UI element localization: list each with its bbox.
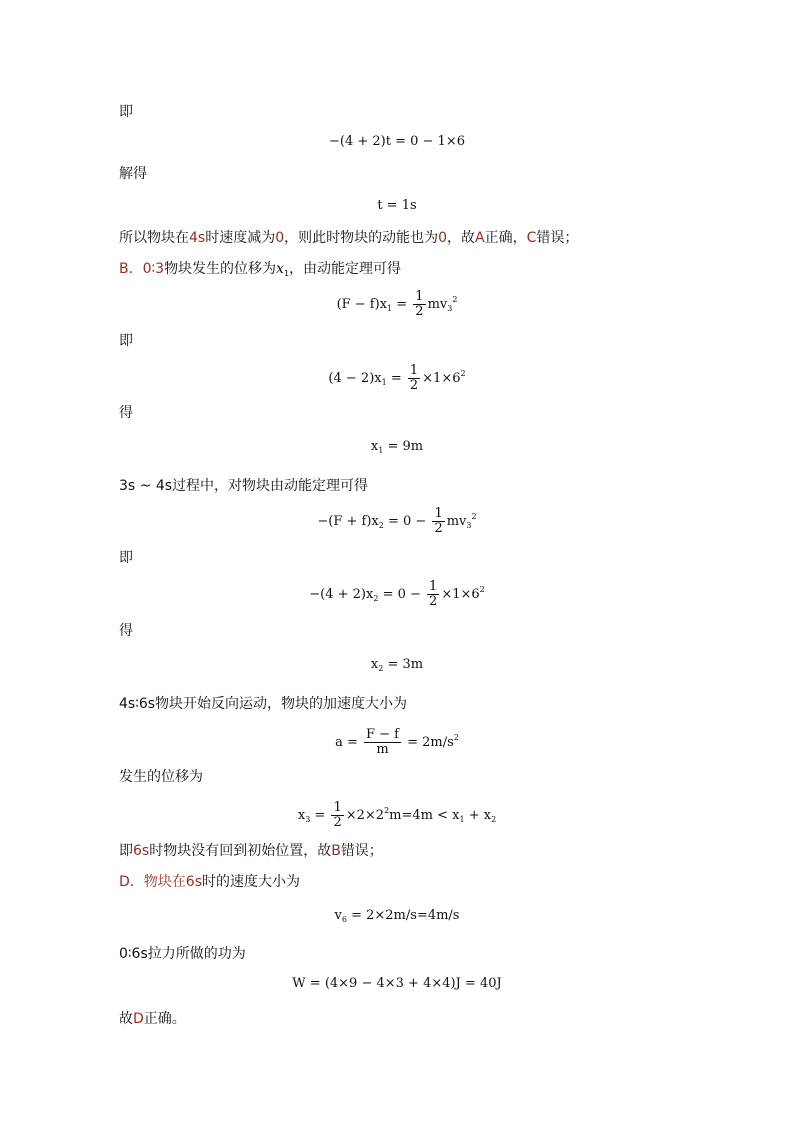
- text-part: 发生的位移为: [119, 769, 203, 785]
- fraction: [408, 364, 420, 393]
- eq-part: ×2×2: [345, 808, 385, 823]
- text-highlight: C: [526, 230, 537, 246]
- text-jiede: 解得: [119, 166, 147, 182]
- text-part: ，由动能定理可得: [289, 261, 402, 277]
- text-highlight: A: [475, 230, 485, 246]
- text-part: 拉力所做的功为: [147, 946, 246, 962]
- text-highlight: B: [331, 843, 341, 859]
- text-de: 得: [119, 623, 133, 639]
- eq-part: −(F + f)x: [317, 514, 379, 529]
- eq-part: a =: [335, 735, 362, 750]
- equation-4: [0, 364, 794, 393]
- equation-5: [0, 437, 794, 461]
- text-part: 故: [119, 1011, 133, 1027]
- text-line-7: [119, 476, 368, 496]
- superscript: 2: [452, 295, 458, 304]
- eq-part: + x: [464, 808, 492, 823]
- text-part: 时速度减为: [205, 230, 276, 246]
- text-line-12: [119, 841, 383, 861]
- denominator: 2: [434, 521, 443, 536]
- equation-7: [0, 580, 794, 609]
- text-part: ，故: [447, 230, 476, 246]
- subscript: 3: [466, 521, 472, 530]
- text-part: ，则此时物块的动能也为: [284, 230, 439, 246]
- equation-10: [0, 801, 794, 830]
- equation-12: [0, 974, 794, 994]
- equation-1: [0, 132, 794, 152]
- denominator: 2: [409, 378, 419, 393]
- variable-x: x: [276, 261, 284, 277]
- eq-part: mv: [427, 297, 448, 312]
- superscript: 2: [460, 369, 466, 378]
- superscript: 2: [453, 733, 459, 742]
- superscript: 2: [479, 585, 485, 594]
- denominator: 2: [429, 594, 438, 609]
- subscript: 1: [381, 378, 387, 387]
- text-line-10: [119, 694, 407, 714]
- equation-1-text: −(4 + 2)t = 0 − 1×6: [329, 134, 465, 149]
- eq-part: = 9m: [383, 439, 424, 454]
- subscript: 1: [459, 815, 465, 824]
- subscript: 2: [373, 594, 379, 603]
- eq-part: −(4 + 2)x: [309, 587, 374, 602]
- text-line-13: [119, 872, 300, 892]
- equation-9: [0, 728, 794, 757]
- option-b-label: B．0∶3: [119, 261, 165, 277]
- eq-part: = 3m: [383, 657, 424, 672]
- eq-part: = 2×2m/s=4m/s: [346, 908, 460, 923]
- fraction: [364, 728, 401, 757]
- superscript: 2: [471, 512, 477, 521]
- eq-part: =: [310, 808, 330, 823]
- eq-part: (F − f)x: [336, 297, 388, 312]
- text-line-14: [119, 944, 246, 964]
- text-part: 错误；: [536, 230, 579, 246]
- denominator: 2: [333, 815, 342, 830]
- fraction: [331, 801, 343, 830]
- text-line-9: [119, 621, 133, 641]
- text-line-15: [119, 1009, 186, 1029]
- eq-part: x: [297, 808, 306, 823]
- eq-part: mv: [446, 514, 467, 529]
- numerator: 1: [333, 800, 342, 815]
- text-de: 得: [119, 405, 133, 421]
- subscript: 2: [491, 815, 497, 824]
- time-range: 0∶6s: [119, 946, 148, 962]
- numerator: 1: [429, 579, 438, 594]
- time-range: 4s∶6s: [119, 696, 156, 712]
- text-highlight: D: [133, 1011, 144, 1027]
- eq-part: ×1×6: [441, 587, 480, 602]
- text-highlight: 0: [438, 230, 448, 246]
- equation-11: [0, 906, 794, 930]
- text-ji: 即: [119, 550, 133, 566]
- eq-part: =: [386, 371, 406, 386]
- eq-part: x: [370, 439, 379, 454]
- text-part: 物块发生的位移为: [164, 261, 277, 277]
- text-part: 错误；: [340, 843, 383, 859]
- eq-part: m=4m < x: [389, 808, 460, 823]
- equation-2: [0, 196, 794, 216]
- numerator: 1: [415, 289, 424, 304]
- equation-8: [0, 655, 794, 679]
- option-d-label: D．物块在: [119, 874, 186, 890]
- text-highlight: 6s: [185, 874, 202, 890]
- fraction: [413, 290, 425, 319]
- numerator: 1: [434, 506, 443, 521]
- subscript: 2: [378, 664, 384, 673]
- subscript: 3: [305, 815, 311, 824]
- eq-part: = 0 −: [378, 587, 426, 602]
- text-part: 所以物块在: [119, 230, 189, 246]
- text-line-5: [119, 331, 133, 351]
- equation-3: [0, 290, 794, 319]
- subscript: 1: [387, 304, 393, 313]
- text-line-6: [119, 403, 133, 423]
- text-line-8: [119, 548, 133, 568]
- equation-2-text: t = 1s: [377, 198, 417, 213]
- text-part: 时的速度大小为: [201, 874, 300, 890]
- numerator: F − f: [366, 727, 399, 742]
- text-part: 正确，: [484, 230, 527, 246]
- text-highlight: 4s: [189, 230, 206, 246]
- eq-part: = 0 −: [383, 514, 431, 529]
- text-part: 过程中，对物块由动能定理可得: [172, 478, 369, 494]
- text-part: 正确。: [143, 1011, 186, 1027]
- numerator: 1: [409, 363, 419, 378]
- subscript: 6: [341, 915, 347, 924]
- subscript: 3: [447, 304, 453, 313]
- fraction: [432, 507, 444, 536]
- denominator: 2: [415, 304, 424, 319]
- text-part: 即: [119, 843, 133, 859]
- equation-12-text: W = (4×9 − 4×3 + 4×4)J = 40J: [292, 976, 502, 991]
- time-range: 3s ~ 4s: [119, 478, 173, 494]
- text-line-2: [119, 164, 147, 184]
- superscript: 2: [384, 806, 390, 815]
- eq-part: = 2m/s: [403, 735, 454, 750]
- denominator: m: [376, 742, 389, 757]
- eq-part: v: [334, 908, 342, 923]
- text-line-3: [119, 228, 578, 248]
- text-line-1: [119, 102, 133, 122]
- text-ji: 即: [119, 333, 133, 349]
- text-part: 时物块没有回到初始位置，故: [149, 843, 332, 859]
- subscript: 2: [378, 521, 384, 530]
- text-ji: 即: [119, 104, 133, 120]
- eq-part: =: [392, 297, 412, 312]
- fraction: [427, 580, 439, 609]
- subscript: 1: [378, 446, 384, 455]
- eq-part: x: [370, 657, 379, 672]
- eq-part: ×1×6: [422, 371, 461, 386]
- text-highlight: 0: [275, 230, 285, 246]
- subscript: 1: [283, 269, 290, 278]
- text-line-11: [119, 767, 203, 787]
- text-highlight: 6s: [133, 843, 150, 859]
- equation-6: [0, 507, 794, 536]
- text-part: 物块开始反向运动，物块的加速度大小为: [155, 696, 408, 712]
- text-line-4: [119, 259, 401, 284]
- eq-part: (4 − 2)x: [328, 371, 382, 386]
